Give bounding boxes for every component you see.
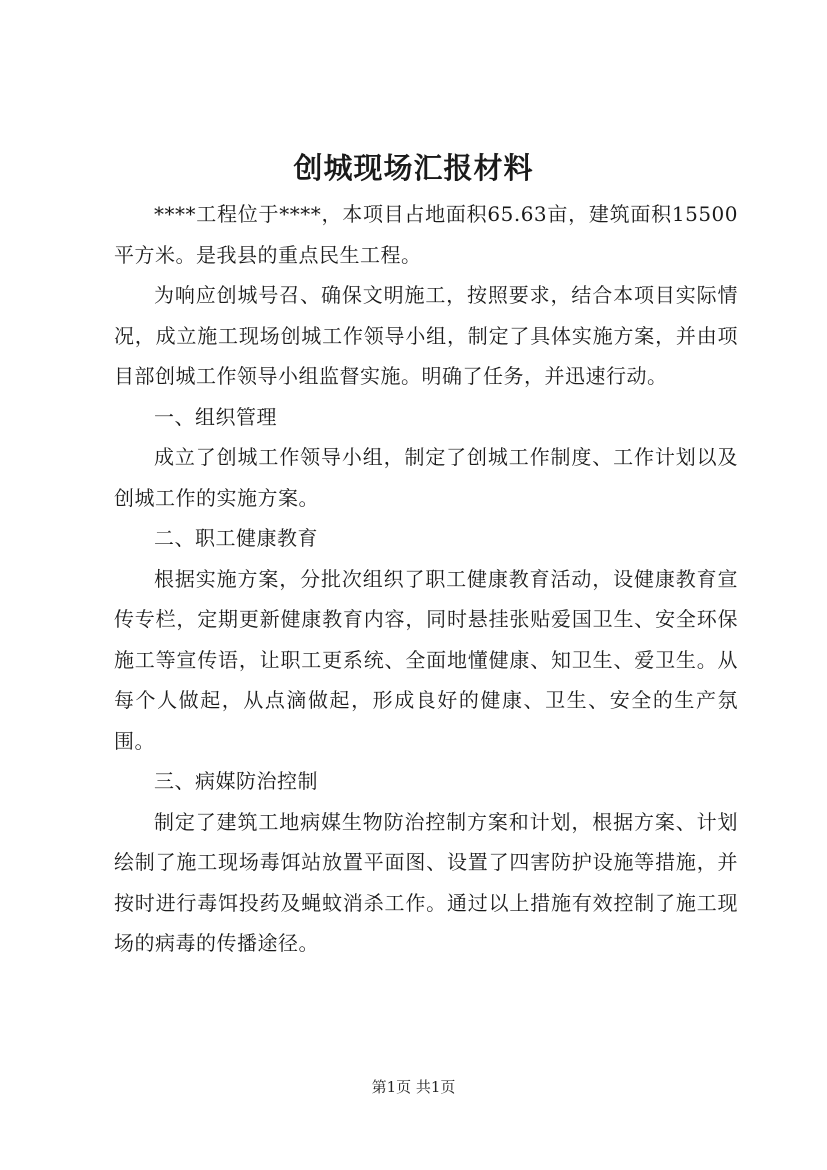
paragraph-health-education: 根据实施方案，分批次组织了职工健康教育活动，设健康教育宣传专栏，定期更新健康教育内容，同时悬挂张贴爱国卫生、安全环保施工等宣传语，让职工更系统、全面地懂健康、知卫生、爱卫生。从每个人做起，从点滴做起，形成良好的健康、卫生、安全的生产氛围。	[114, 566, 738, 753]
page-footer: 第1页 共1页	[371, 1078, 456, 1096]
paragraph-organization: 成立了创城工作领导小组，制定了创城工作制度、工作计划以及创城工作的实施方案。	[114, 445, 738, 510]
paragraph-project-overview: ****工程位于****，本项目占地面积65.63亩，建筑面积15500平方米。是我县的重点民生工程。	[114, 202, 738, 267]
document-title: 创城现场汇报材料	[293, 151, 534, 185]
paragraph-vector-control: 制定了建筑工地病媒生物防治控制方案和计划，根据方案、计划绘制了施工现场毒饵站放置平面图、设置了四害防护设施等措施，并按时进行毒饵投药及蝇蚊消杀工作。通过以上措施有效控制了施工现场的病毒的传播途径。	[114, 809, 738, 955]
section-heading-health-education: 二、职工健康教育	[154, 526, 318, 550]
section-heading-vector-control: 三、病媒防治控制	[154, 769, 318, 793]
document-body	[114, 194, 738, 964]
paragraph-response-plan: 为响应创城号召、确保文明施工，按照要求，结合本项目实际情况，成立施工现场创城工作领导小组，制定了具体实施方案，并由项目部创城工作领导小组监督实施。明确了任务，并迅速行动。	[114, 283, 738, 388]
section-heading-organization: 一、组织管理	[154, 404, 277, 429]
